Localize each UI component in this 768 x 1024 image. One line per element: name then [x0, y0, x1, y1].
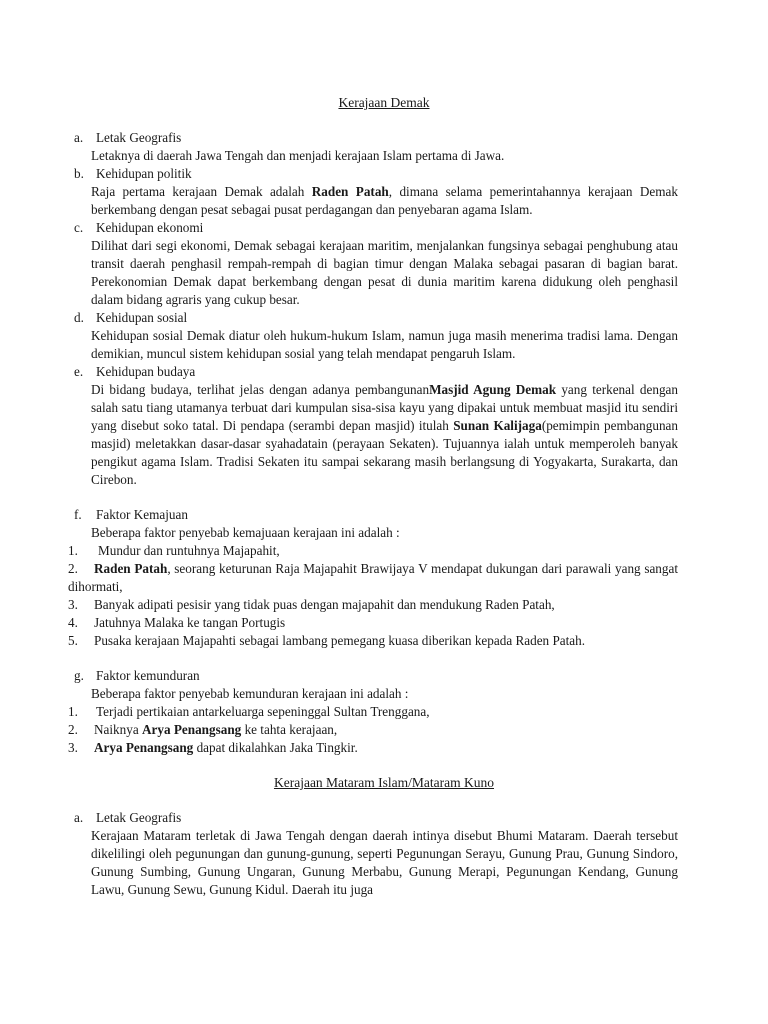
- list-item: Jatuhnya Malaka ke tangan Portugis: [94, 615, 286, 630]
- bold-arya-penangsang: Arya Penangsang: [141, 722, 242, 737]
- list-item: [68, 560, 678, 596]
- list-number: 2.: [68, 722, 78, 737]
- marker-d: d.: [74, 310, 84, 325]
- bold-arya-penangsang: Arya Penangsang: [94, 740, 194, 755]
- list-item: Pusaka kerajaan Majapahti sebagai lambang pemegang kuasa diberikan kepada Raden Patah.: [94, 633, 586, 648]
- intro-faktor-kemunduran: Beberapa faktor penyebab kemunduran kerajaan ini adalah :: [91, 686, 409, 701]
- section-title-demak: Kerajaan Demak: [338, 95, 430, 110]
- paragraph-kehidupan-sosial: Kehidupan sosial Demak diatur oleh hukum-hukum Islam, namun juga masih menerima tradisi lama. Dengan demikian, muncul sistem kehidupan sosial yang telah mendapat pengaruh Islam.: [91, 328, 678, 361]
- list-item: Banyak adipati pesisir yang tidak puas dengan majapahit dan mendukung Raden Patah,: [94, 597, 555, 612]
- list-number: 1.: [68, 704, 78, 719]
- text-run: dapat dikalahkan Jaka Tingkir.: [193, 740, 358, 755]
- marker-a: a.: [74, 810, 84, 825]
- text-run: yang terkenal dengan salah satu tiang utamanya terbuat dari kumpulan sisa-sisa kayu yang dipakai untuk membuat masjid itu sendiri yang disebut soko tatal. Di pendapa (serambi depan masjid) itulah: [91, 382, 678, 433]
- text-run: Raja pertama kerajaan Demak adalah: [91, 184, 312, 199]
- marker-b: b.: [74, 166, 84, 181]
- list-item: Terjadi pertikaian antarkeluarga sepeninggal Sultan Trenggana,: [96, 704, 430, 719]
- heading-kehidupan-budaya: Kehidupan budaya: [96, 364, 196, 379]
- list-number: 3.: [68, 740, 78, 755]
- paragraph-kehidupan-ekonomi: Dilihat dari segi ekonomi, Demak sebagai kerajaan maritim, menjalankan fungsinya sebagai penghubung atau transit daerah penghasil rempah-rempah di bagian timur dengan Malaka sebagai pasaran di bagian barat. Perekonomian Demak dapat berkembang dengan pesat di dunia maritim karena didukung oleh penghasil dalam bidang agraris yang cukup besar.: [91, 238, 678, 307]
- bold-sunan-kalijaga: Sunan Kalijaga: [453, 418, 542, 433]
- marker-a: a.: [74, 130, 84, 145]
- bold-raden-patah: Raden Patah: [311, 184, 389, 199]
- intro-faktor-kemajuan: Beberapa faktor penyebab kemajuaan kerajaan ini adalah :: [91, 525, 400, 540]
- marker-e: e.: [74, 364, 84, 379]
- list-number: 1.: [68, 543, 78, 558]
- heading-kehidupan-sosial: Kehidupan sosial: [96, 310, 188, 325]
- paragraph-letak-geografis-mataram: Kerajaan Mataram terletak di Jawa Tengah dengan daerah intinya disebut Bhumi Mataram. Daerah tersebut dikelilingi oleh pegunungan dan gunung-gunung, seperti Pegunungan Serayu, Gunung Prau, Gunung Sindoro, Gunung Sumbing, Gunung Ungaran, Gunung Merbabu, Gunung Merapi, Pegunungan Kendang, Gunung Lawu, Gunung Sewu, Gunung Kidul. Daerah itu juga: [91, 828, 678, 897]
- list-number: 5.: [68, 633, 78, 648]
- text-run: , dimana selama pemerintahannya kerajaan Demak berkembang dengan pesat sebagai pusat perdagangan dan penyebaran agama Islam.: [91, 184, 678, 217]
- list-item: Mundur dan runtuhnya Majapahit,: [98, 543, 280, 558]
- heading-faktor-kemajuan: Faktor Kemajuan: [96, 507, 188, 522]
- section-title-mataram: Kerajaan Mataram Islam/Mataram Kuno: [273, 775, 495, 790]
- heading-kehidupan-ekonomi: Kehidupan ekonomi: [96, 220, 204, 235]
- paragraph-kehidupan-politik: [91, 183, 678, 219]
- heading-letak-geografis: Letak Geografis: [96, 130, 182, 145]
- heading-letak-geografis-mataram: Letak Geografis: [96, 810, 182, 825]
- paragraph-kehidupan-budaya: [91, 381, 678, 489]
- text-run: , seorang keturunan Raja Majapahit Brawijaya V mendapat dukungan dari parawali yang sangat dihormati,: [68, 561, 679, 594]
- marker-c: c.: [74, 220, 84, 235]
- bold-masjid-agung-demak: Masjid Agung Demak: [429, 382, 557, 397]
- text-run: (pemimpin pembangunan masjid) meletakkan dasar-dasar syahadatain (perayaan Sekaten). Tujuannya ialah untuk memperoleh banyak pengikut agama Islam. Tradisi Sekaten itu sampai sekarang masih berlangsung di Yogyakarta, Surakarta, dan Cirebon.: [91, 418, 678, 487]
- list-number: 3.: [68, 597, 78, 612]
- paragraph-letak-geografis: Letaknya di daerah Jawa Tengah dan menjadi kerajaan Islam pertama di Jawa.: [91, 148, 505, 163]
- heading-kehidupan-politik: Kehidupan politik: [96, 166, 192, 181]
- bold-raden-patah: Raden Patah: [94, 561, 168, 576]
- list-number: 2.: [68, 561, 78, 576]
- marker-f: f.: [74, 507, 82, 522]
- list-item: [94, 739, 358, 757]
- marker-g: g.: [74, 668, 84, 683]
- list-number: 4.: [68, 615, 78, 630]
- text-run: ke tahta kerajaan,: [241, 722, 338, 737]
- text-run: Naiknya: [94, 722, 142, 737]
- text-run: Di bidang budaya, terlihat jelas dengan adanya pembangunan: [91, 382, 430, 397]
- list-item: [94, 721, 337, 739]
- heading-faktor-kemunduran: Faktor kemunduran: [96, 668, 200, 683]
